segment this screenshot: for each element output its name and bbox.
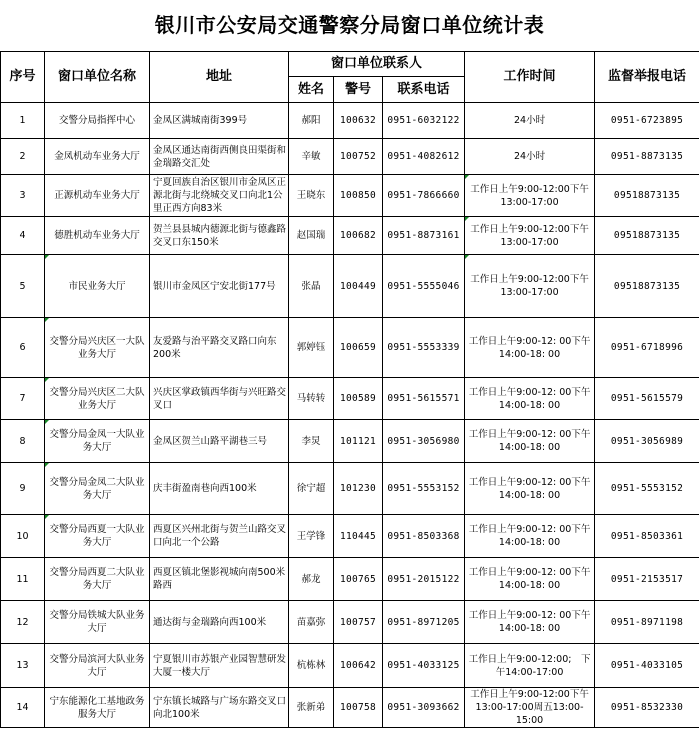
cell-badge-number: 100632 (334, 103, 383, 139)
cell-contact-name: 杭栋林 (289, 644, 334, 688)
cell-unit-name: 正源机动车业务大厅 (45, 175, 150, 217)
header-contact-phone: 联系电话 (383, 77, 465, 103)
cell-badge-number: 100850 (334, 175, 383, 217)
cell-contact-name: 张新弟 (289, 688, 334, 728)
header-seq: 序号 (1, 52, 45, 103)
cell-unit-name: 交警分局指挥中心 (45, 103, 150, 139)
cell-report-phone: 0951-3056989 (595, 420, 699, 463)
table-row (1, 103, 699, 139)
cell-seq: 9 (1, 463, 45, 515)
cell-contact-name: 辛敏 (289, 139, 334, 175)
cell-work-hours: 工作日上午9:00-12: 00下午14:00-18: 00 (465, 378, 595, 420)
cell-unit-name: 金凤机动车业务大厅 (45, 139, 150, 175)
cell-unit-name: 交警分局兴庆区一大队业务大厅 (45, 318, 150, 378)
cell-contact-phone: 0951-5555046 (383, 255, 465, 318)
table-row (1, 139, 699, 175)
cell-badge-number: 100752 (334, 139, 383, 175)
cell-seq: 8 (1, 420, 45, 463)
table-row (1, 255, 699, 318)
cell-contact-phone: 0951-7866660 (383, 175, 465, 217)
cell-unit-name: 交警分局金凤二大队业务大厅 (45, 463, 150, 515)
table-row (1, 318, 699, 378)
cell-address: 贺兰县县城内德源北街与德鑫路交叉口东150米 (150, 217, 289, 255)
cell-unit-name: 德胜机动车业务大厅 (45, 217, 150, 255)
cell-unit-name: 宁东能源化工基地政务服务大厅 (45, 688, 150, 728)
cell-badge-number: 100757 (334, 601, 383, 644)
cell-badge-number: 100659 (334, 318, 383, 378)
cell-seq: 1 (1, 103, 45, 139)
cell-work-hours: 24小时 (465, 103, 595, 139)
cell-address: 宁夏回族自治区银川市金凤区正源北街与北绕城交叉口向北1公里正西方向83米 (150, 175, 289, 217)
table-row (1, 558, 699, 601)
table-row (1, 217, 699, 255)
cell-contact-name: 徐宁超 (289, 463, 334, 515)
cell-report-phone: 0951-6718996 (595, 318, 699, 378)
cell-seq: 3 (1, 175, 45, 217)
cell-work-hours: 工作日上午9:00-12:00下午13:00-17:00 (465, 217, 595, 255)
cell-seq: 5 (1, 255, 45, 318)
cell-report-phone: 0951-8971198 (595, 601, 699, 644)
cell-report-phone: 0951-8873135 (595, 139, 699, 175)
cell-contact-phone: 0951-5615571 (383, 378, 465, 420)
cell-address: 宁东镇长城路与广场东路交叉口向北100米 (150, 688, 289, 728)
cell-badge-number: 101230 (334, 463, 383, 515)
cell-badge-number: 110445 (334, 515, 383, 558)
cell-report-phone: 0951-8503361 (595, 515, 699, 558)
cell-contact-name: 李炅 (289, 420, 334, 463)
cell-badge-number: 100765 (334, 558, 383, 601)
window-units-table (0, 51, 699, 728)
table-row (1, 601, 699, 644)
cell-seq: 12 (1, 601, 45, 644)
cell-contact-name: 王晓东 (289, 175, 334, 217)
cell-seq: 4 (1, 217, 45, 255)
cell-report-phone: 09518873135 (595, 175, 699, 217)
cell-address: 庆丰街盈南巷向西100米 (150, 463, 289, 515)
header-unit-name: 窗口单位名称 (45, 52, 150, 103)
cell-contact-name: 郭婷钰 (289, 318, 334, 378)
cell-work-hours: 工作日上午9:00-12:00下午13:00-17:00周五13:00-15:00 (465, 688, 595, 728)
cell-report-phone: 0951-6723895 (595, 103, 699, 139)
cell-contact-name: 马转转 (289, 378, 334, 420)
cell-work-hours: 工作日上午9:00-12: 00下午14:00-18: 00 (465, 420, 595, 463)
cell-seq: 10 (1, 515, 45, 558)
cell-contact-phone: 0951-8971205 (383, 601, 465, 644)
cell-report-phone: 0951-8532330 (595, 688, 699, 728)
cell-address: 友爱路与治平路交叉路口向东200米 (150, 318, 289, 378)
cell-work-hours: 工作日上午9:00-12: 00下午14:00-18: 00 (465, 601, 595, 644)
cell-address: 宁夏银川市苏银产业园智慧研发大厦一楼大厅 (150, 644, 289, 688)
cell-contact-name: 赵国瑞 (289, 217, 334, 255)
cell-badge-number: 100642 (334, 644, 383, 688)
cell-contact-phone: 0951-8873161 (383, 217, 465, 255)
cell-address: 金凤区通达南街西侧良田渠街和金瑞路交汇处 (150, 139, 289, 175)
cell-report-phone: 09518873135 (595, 255, 699, 318)
header-work-hours: 工作时间 (465, 52, 595, 103)
cell-contact-name: 郝阳 (289, 103, 334, 139)
cell-address: 西夏区兴州北街与贺兰山路交叉口向北一个公路 (150, 515, 289, 558)
cell-work-hours: 工作日上午9:00-12:00; 下午14:00-17:00 (465, 644, 595, 688)
cell-contact-name: 苗嘉弥 (289, 601, 334, 644)
table-row (1, 644, 699, 688)
cell-contact-phone: 0951-3093662 (383, 688, 465, 728)
cell-seq: 11 (1, 558, 45, 601)
sheet-title: 银川市公安局交通警察分局窗口单位统计表 (154, 13, 545, 37)
header-contact-group: 窗口单位联系人 (289, 52, 465, 77)
cell-badge-number: 100589 (334, 378, 383, 420)
cell-unit-name: 交警分局铁城大队业务大厅 (45, 601, 150, 644)
cell-contact-phone: 0951-4033125 (383, 644, 465, 688)
cell-address: 通达街与金瑞路向西100米 (150, 601, 289, 644)
cell-contact-name: 郝龙 (289, 558, 334, 601)
cell-unit-name: 交警分局金凤一大队业务大厅 (45, 420, 150, 463)
cell-report-phone: 0951-5553152 (595, 463, 699, 515)
cell-contact-phone: 0951-6032122 (383, 103, 465, 139)
cell-unit-name: 交警分局西夏一大队业务大厅 (45, 515, 150, 558)
cell-badge-number: 100682 (334, 217, 383, 255)
cell-contact-name: 王学锋 (289, 515, 334, 558)
header-contact-name: 姓名 (289, 77, 334, 103)
cell-unit-name: 交警分局西夏二大队业务大厅 (45, 558, 150, 601)
cell-report-phone: 09518873135 (595, 217, 699, 255)
table-row (1, 463, 699, 515)
cell-contact-phone: 0951-8503368 (383, 515, 465, 558)
cell-contact-name: 张晶 (289, 255, 334, 318)
cell-seq: 13 (1, 644, 45, 688)
cell-badge-number: 101121 (334, 420, 383, 463)
cell-seq: 6 (1, 318, 45, 378)
cell-work-hours: 工作日上午9:00-12:00下午13:00-17:00 (465, 175, 595, 217)
cell-contact-phone: 0951-5553152 (383, 463, 465, 515)
cell-seq: 7 (1, 378, 45, 420)
cell-address: 金凤区满城南街399号 (150, 103, 289, 139)
cell-report-phone: 0951-4033105 (595, 644, 699, 688)
cell-address: 西夏区镇北堡影视城向南500米路西 (150, 558, 289, 601)
cell-badge-number: 100758 (334, 688, 383, 728)
cell-work-hours: 工作日上午9:00-12: 00下午14:00-18: 00 (465, 515, 595, 558)
cell-unit-name: 交警分局兴庆区二大队业务大厅 (45, 378, 150, 420)
cell-unit-name: 交警分局滨河大队业务大厅 (45, 644, 150, 688)
cell-report-phone: 0951-2153517 (595, 558, 699, 601)
cell-address: 银川市金凤区宁安北街177号 (150, 255, 289, 318)
cell-contact-phone: 0951-4082612 (383, 139, 465, 175)
table-body (1, 103, 699, 728)
cell-work-hours: 工作日上午9:00-12: 00下午14:00-18: 00 (465, 558, 595, 601)
table-row (1, 420, 699, 463)
table-row (1, 515, 699, 558)
cell-unit-name: 市民业务大厅 (45, 255, 150, 318)
cell-contact-phone: 0951-3056980 (383, 420, 465, 463)
cell-address: 金凤区贺兰山路平湖巷三号 (150, 420, 289, 463)
header-address: 地址 (150, 52, 289, 103)
cell-report-phone: 0951-5615579 (595, 378, 699, 420)
cell-seq: 14 (1, 688, 45, 728)
cell-work-hours: 工作日上午9:00-12: 00下午14:00-18: 00 (465, 463, 595, 515)
table-row (1, 378, 699, 420)
table-row (1, 688, 699, 728)
cell-seq: 2 (1, 139, 45, 175)
cell-address: 兴庆区掌政镇西华街与兴旺路交叉口 (150, 378, 289, 420)
header-badge-number: 警号 (334, 77, 383, 103)
cell-badge-number: 100449 (334, 255, 383, 318)
cell-work-hours: 工作日上午9:00-12:00下午13:00-17:00 (465, 255, 595, 318)
cell-work-hours: 24小时 (465, 139, 595, 175)
table-row (1, 175, 699, 217)
cell-contact-phone: 0951-5553339 (383, 318, 465, 378)
cell-work-hours: 工作日上午9:00-12: 00下午14:00-18: 00 (465, 318, 595, 378)
header-report-phone: 监督举报电话 (595, 52, 699, 103)
cell-contact-phone: 0951-2015122 (383, 558, 465, 601)
